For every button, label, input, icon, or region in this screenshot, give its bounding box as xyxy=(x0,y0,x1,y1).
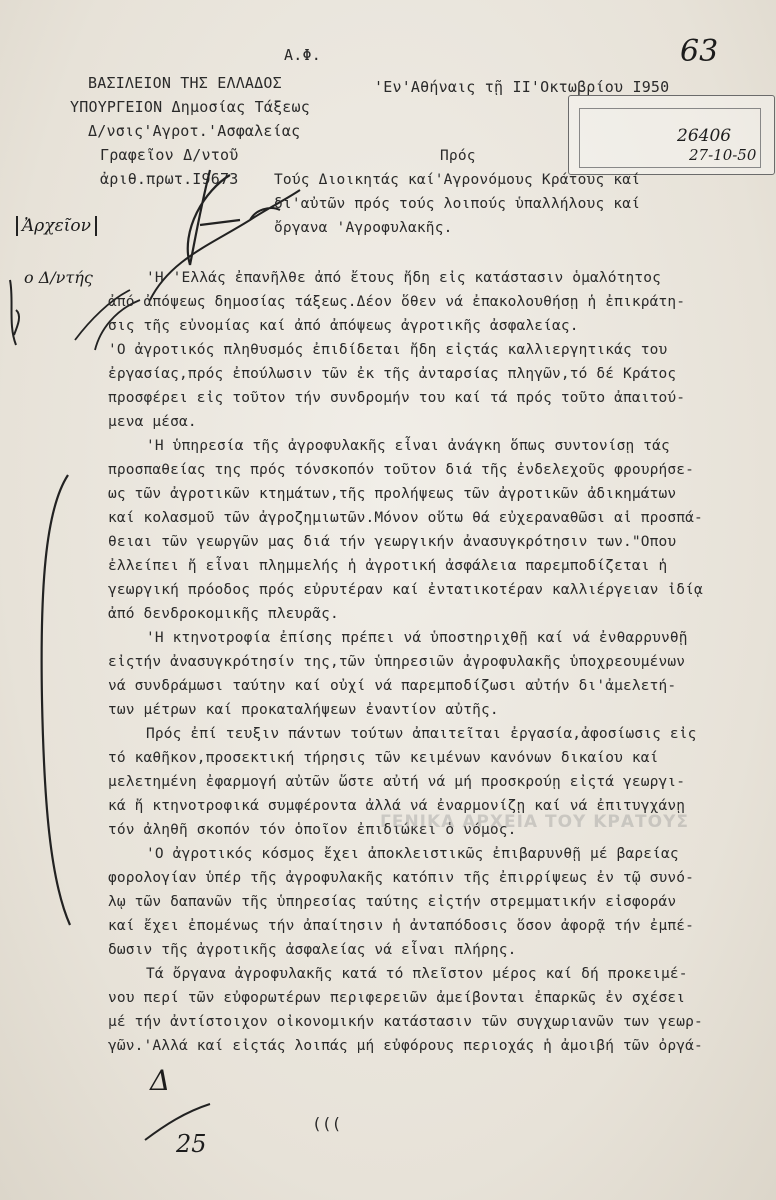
body-line: τό καθῆκον,προσεκτική τήρησις τῶν κειμένων κανόνων δικαίου καί xyxy=(108,750,659,766)
kingdom-line: ΒΑΣΙΛΕΙΟΝ ΤΗΣ ΕΛΛΑΔΟΣ xyxy=(88,74,282,92)
body-line: προσφέρει εἰς τοῦτον τήν συνδρομήν του καί τά πρός τοῦτο ἀπαιτού- xyxy=(108,390,686,406)
body-line: γῶν.'Αλλά καί εἰςτάς λοιπάς μή εὐφόρους περιοχάς ἡ ἀμοιβή τῶν ὀργά- xyxy=(108,1038,703,1054)
body-line: λῳ τῶν δαπανῶν τῆς ὑπηρεσίας ταύτης εἰςτήν στρεμματικήν εἰσφοράν xyxy=(108,894,677,910)
footer-mark-bottom: 25 xyxy=(176,1130,207,1158)
recipient-line-1: Τούς Διοικητάς καί'Αγρονόμους Κράτους καί xyxy=(274,172,641,188)
body-line: 'Η ὑπηρεσία τῆς ἀγροφυλακῆς εἶναι ἀνάγκη ὅπως συντονίσῃ τάς xyxy=(146,438,670,454)
body-line: ἀπό ἀπόψεως δημοσίας τάξεως.Δέον ὅθεν νά ἐπακολουθήσῃ ἡ ἐπικράτη- xyxy=(108,294,686,310)
body-line: μελετημένη ἐφαρμογή αὐτῶν ὥστε αὐτή νά μή προσκρούῃ εἰςτά γεωργι- xyxy=(108,774,686,790)
body-line: προσπαθείας της πρός τόνσκοπόν τοῦτον διά τῆς ἐνδελεχοῦς φρουρήσε- xyxy=(108,462,695,478)
body-line: τόν ἀληθῆ σκοπόν τόν ὁποῖον ἐπιδιώκει ὁ νόμος. xyxy=(108,822,517,838)
office-line: Γραφεῖον Δ/ντοῦ xyxy=(100,146,239,164)
recipient-pros: Πρός xyxy=(440,148,476,164)
body-line: ἀπό δενδροκομικῆς πλευρᾶς. xyxy=(108,606,339,622)
body-line: μενα μέσα. xyxy=(108,414,197,430)
page-number: 63 xyxy=(680,34,719,69)
body-line: δωσιν τῆς ἀγροτικῆς ἀσφαλείας νά εἶναι πλήρης. xyxy=(108,942,517,958)
date-line: 'Εν'Αθήναις τῇ ΙΙ'Οκτωβρίου Ι950 xyxy=(374,78,670,96)
body-line: των μέτρων καί προκαταλήψεων ἐναντίον αὐτῆς. xyxy=(108,702,499,718)
continuation-mark: ((( xyxy=(312,1114,342,1133)
body-line: μέ τήν ἀντίστοιχον οἰκονομικήν κατάστασιν τῶν συγχωριανῶν των γεωρ- xyxy=(108,1014,703,1030)
protocol-number: ἀριθ.πρωτ.Ι9673 xyxy=(100,170,239,188)
body-line: ἐργασίας,πρός ἐπούλωσιν τῶν ἐκ τῆς ἀνταρσίας πληγῶν,τό δέ Κράτος xyxy=(108,366,677,382)
director-annotation: ο Δ/ντής xyxy=(24,268,93,287)
body-line: κά ἤ κτηνοτροφικά συμφέροντα ἀλλά νά ἐναρμονίζῃ καί νά ἐπιτυγχάνῃ xyxy=(108,798,686,814)
ministry-line: ΥΠΟΥΡΓΕΙΟΝ Δημοσίας Τάξεως xyxy=(70,98,310,116)
stamp-date: 27-10-50 xyxy=(689,146,757,164)
body-line: καί κολασμοῦ τῶν ἀγροζημιωτῶν.Μόνον οὕτω θά εὐχεραναθῶσι αἱ προσπά- xyxy=(108,510,703,526)
document-mark: Α.Φ. xyxy=(284,46,321,64)
recipient-line-3: ὄργανα 'Αγροφυλακῆς. xyxy=(274,220,453,236)
footer-mark-top: Δ xyxy=(150,1064,171,1097)
body-line: ως τῶν ἀγροτικῶν κτημάτων,τῆς προλήψεως τῶν ἀγροτικῶν ἀδικημάτων xyxy=(108,486,677,502)
body-line: 'Η κτηνοτροφία ἐπίσης πρέπει νά ὑποστηριχθῇ καί νά ἐνθαρρυνθῇ xyxy=(146,630,688,646)
body-line: 'Η 'Ελλάς ἐπανῆλθε ἀπό ἔτους ἤδη εἰς κατάστασιν ὁμαλότητος xyxy=(146,270,662,286)
margin-bracket xyxy=(20,470,80,930)
archive-annotation: Ἀρχεῖον xyxy=(16,216,97,236)
body-line: 'Ο ἀγροτικός πληθυσμός ἐπιδίδεται ἤδη εἰςτάς καλλιεργητικάς του xyxy=(108,342,668,358)
body-line: Τά ὄργανα ἀγροφυλακῆς κατά τό πλεῖστον μέρος καί δή προκειμέ- xyxy=(146,966,688,982)
body-line: σις τῆς εὐνομίας καί ἀπό ἀπόψεως ἀγροτικῆς ἀσφαλείας. xyxy=(108,318,579,334)
recipient-line-2: δι'αὐτῶν πρός τούς λοιπούς ὑπαλλήλους καί xyxy=(274,196,641,212)
directorate-line: Δ/νσις'Αγροτ.'Ασφαλείας xyxy=(88,122,301,140)
body-line: θειαι τῶν γεωργῶν μας διά τήν γεωργικήν ἀνασυγκρότησιν των."Οπου xyxy=(108,534,677,550)
body-line: γεωργική πρόοδος πρός εὐρυτέραν καί ἐντατικοτέραν καλλιέργειαν ἰδίᾳ xyxy=(108,582,703,598)
stamp-number: 26406 xyxy=(677,126,732,146)
body-line: εἰςτήν ἀνασυγκρότησίν της,τῶν ὑπηρεσιῶν ἀγροφυλακῆς ὑποχρεουμένων xyxy=(108,654,686,670)
body-line: φορολογίαν ὑπέρ τῆς ἀγροφυλακῆς κατόπιν τῆς ἐπιρρίψεως ἐν τῷ συνό- xyxy=(108,870,695,886)
received-stamp xyxy=(568,95,775,175)
body-line: 'Ο ἀγροτικός κόσμος ἔχει ἀποκλειστικῶς ἐπιβαρυνθῇ μέ βαρείας xyxy=(146,846,679,862)
body-line: νά συνδράμωσι ταύτην καί οὐχί νά παρεμποδίζωσι αὐτήν δι'ἀμελετή- xyxy=(108,678,677,694)
archive-watermark: ΓΕΝΙΚΑ ΑΡΧΕΙΑ ΤΟΥ ΚΡΑΤΟΥΣ xyxy=(380,812,690,832)
body-line: νου περί τῶν εὐφορωτέρων περιφερειῶν ἀμείβονται ἐπαρκῶς ἐν σχέσει xyxy=(108,990,686,1006)
body-line: καί ἔχει ἐπομένως τήν ἀπαίτησιν ἡ ἀνταπόδοσις ὅσον ἀφορᾷ τήν ἐμπέ- xyxy=(108,918,695,934)
body-line: ἐλλείπει ἤ εἶναι πλημμελής ἡ ἀγροτική ἀσφάλεια παρεμποδίζεται ἡ xyxy=(108,558,668,574)
body-line: Πρός ἐπί τευξιν πάντων τούτων ἀπαιτεῖται ἐργασία,ἀφοσίωσις εἰς xyxy=(146,726,697,742)
